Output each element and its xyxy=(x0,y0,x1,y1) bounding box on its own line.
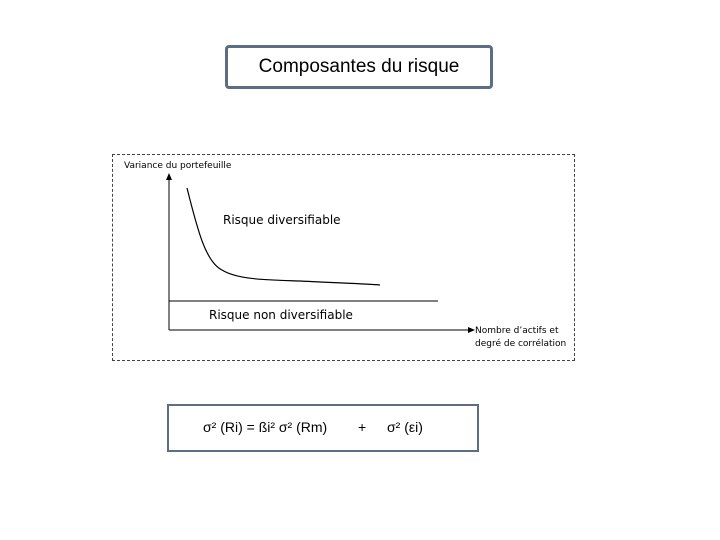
diversifiable-risk-label: Risque diversifiable xyxy=(223,213,341,227)
formula-box xyxy=(167,404,479,452)
x-axis-arrow xyxy=(468,327,475,333)
x-axis-label: Nombre d’actifs et degré de corrélation xyxy=(475,326,567,349)
page-title: Composantes du risque xyxy=(258,56,460,77)
y-axis-label: Variance du portefeuille xyxy=(124,161,232,171)
formula-operator: + xyxy=(358,419,367,435)
formula-left: σ² (Ri) = ßi² σ² (Rm) xyxy=(203,419,328,435)
non-diversifiable-risk-label: Risque non diversifiable xyxy=(209,308,353,322)
diversifiable-curve xyxy=(187,188,380,285)
y-axis-arrow xyxy=(166,173,172,180)
formula-right: σ² (εi) xyxy=(387,419,423,435)
